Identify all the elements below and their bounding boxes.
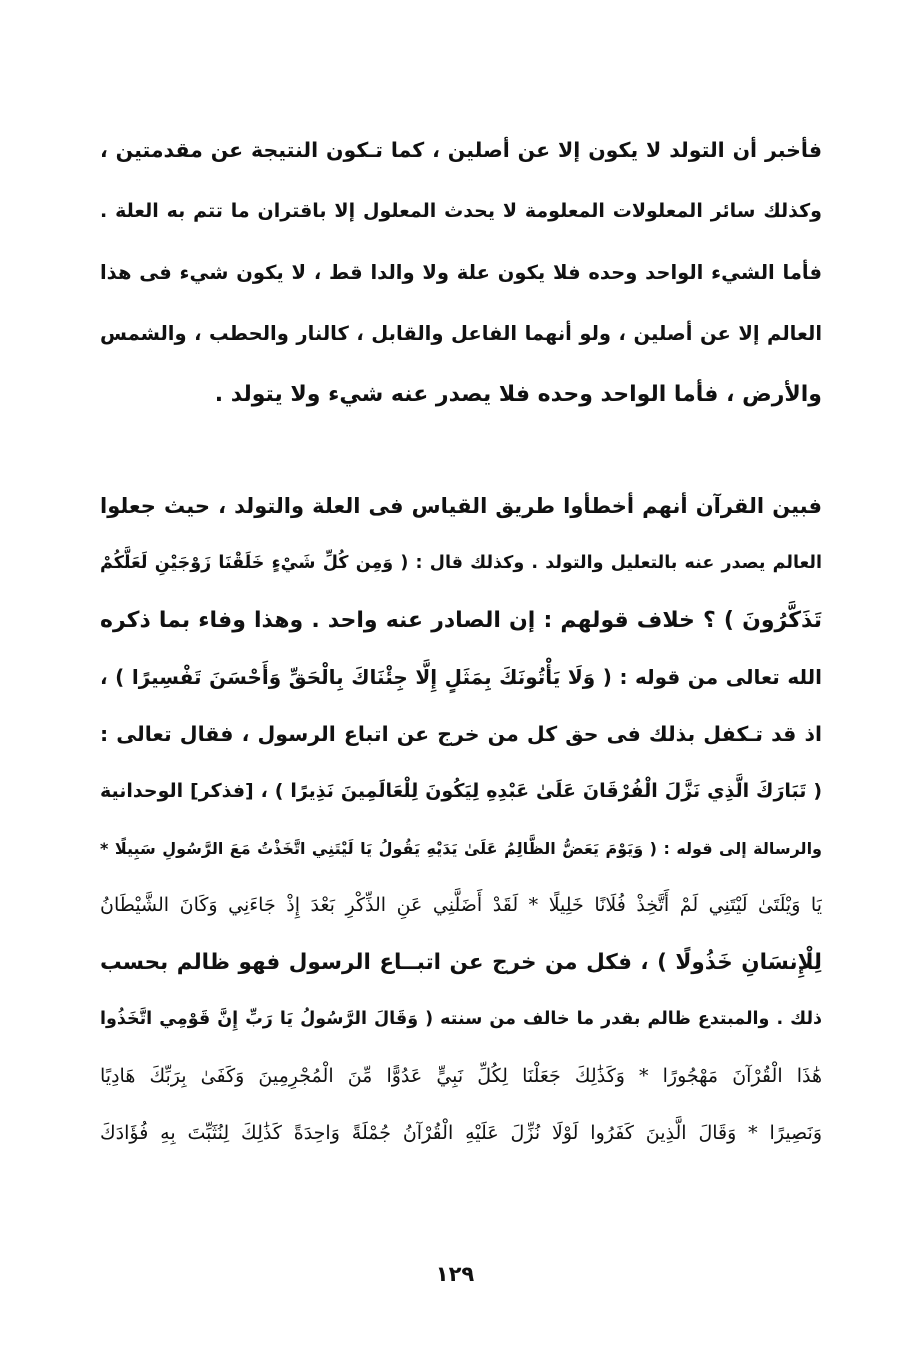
quran-verse-line: يَا وَيْلَتَىٰ لَيْتَنِي لَمْ أَتَّخِذْ فُلَانًا خَلِيلًا * لَقَدْ أَضَلَّنِي عَنِ الذِّكْرِ بَعْدَ إِذْ جَاءَنِي وَكَانَ الشَّيْطَانُ <box>100 894 822 916</box>
quran-verse-line: وَنَصِيرًا * وَقَالَ الَّذِينَ كَفَرُوا لَوْلَا نُزِّلَ عَلَيْهِ الْقُرْآنُ جُمْلَةً وَاحِدَةً كَذَٰلِكَ لِنُثَبِّتَ بِهِ فُؤَادَكَ <box>100 1122 822 1144</box>
paragraph-1 <box>100 120 822 425</box>
text-line: العالم يصدر عنه بالتعليل والتولد . وكذلك قال : ( وَمِن كُلِّ شَيْءٍ خَلَقْنَا زَوْجَيْنِ لَعَلَّكُمْ <box>100 553 822 573</box>
text-line: والأرض ، فأما الواحد وحده فلا يصدر عنه شيء ولا يتولد . <box>214 382 822 407</box>
text-line: الله تعالى من قوله : ( وَلَا يَأْتُونَكَ بِمَثَلٍ إِلَّا جِئْنَاكَ بِالْحَقِّ وَأَحْسَنَ تَفْسِيرًا ) ، <box>100 665 822 689</box>
text-line: لِلْإِنسَانِ خَذُولًا ) ، فكل من خرج عن اتبــاع الرسول فهو ظالم بحسب <box>100 950 822 975</box>
text-line: ذلك . والمبتدع ظالم بقدر ما خالف من سنته ( وَقَالَ الرَّسُولُ يَا رَبِّ إِنَّ قَوْمِي اتَّخَذُوا <box>100 1009 822 1029</box>
text-line: اذ قد تـكفل بذلك فى حق كل من خرج عن اتباع الرسول ، فقال تعالى : <box>100 722 822 746</box>
text-line: فأخبر أن التولد لا يكون إلا عن أصلين ، كما تـكون النتيجة عن مقدمتين ، <box>100 138 822 162</box>
text-line: والرسالة إلى قوله : ( وَيَوْمَ يَعَضُّ الظَّالِمُ عَلَىٰ يَدَيْهِ يَقُولُ يَا لَيْتَنِي اتَّخَذْتُ مَعَ الرَّسُولِ سَبِيلًا * <box>100 839 822 858</box>
text-line: وكذلك سائر المعلولات المعلومة لا يحدث المعلول إلا باقتران ما تتم به العلة . <box>100 200 822 222</box>
text-line: العالم إلا عن أصلين ، ولو أنهما الفاعل والقابل ، كالنار والحطب ، والشمس <box>100 322 822 345</box>
page-number: ١٢٩ <box>435 1262 475 1286</box>
paragraph-2 <box>100 478 822 1162</box>
text-line: فبين القرآن أنهم أخطأوا طريق القياس فى العلة والتولد ، حيث جعلوا <box>100 494 822 518</box>
quran-verse-line: هَٰذَا الْقُرْآنَ مَهْجُورًا * وَكَذَٰلِكَ جَعَلْنَا لِكُلِّ نَبِيٍّ عَدُوًّا مِّنَ الْمُجْرِمِينَ وَكَفَىٰ بِرَبِّكَ هَادِيًا <box>100 1065 822 1087</box>
text-line: تَذَكَّرُونَ ) ؟ خلاف قولهم : إن الصادر عنه واحد . وهذا وفاء بما ذكره <box>100 608 822 633</box>
text-line: ( تَبَارَكَ الَّذِي نَزَّلَ الْفُرْقَانَ عَلَىٰ عَبْدِهِ لِيَكُونَ لِلْعَالَمِينَ نَذِيرًا ) ، [فذكر] الوحدانية <box>100 780 822 802</box>
text-line: فأما الشيء الواحد وحده فلا يكون علة ولا والدا قط ، لا يكون شيء فى هذا <box>100 261 822 284</box>
